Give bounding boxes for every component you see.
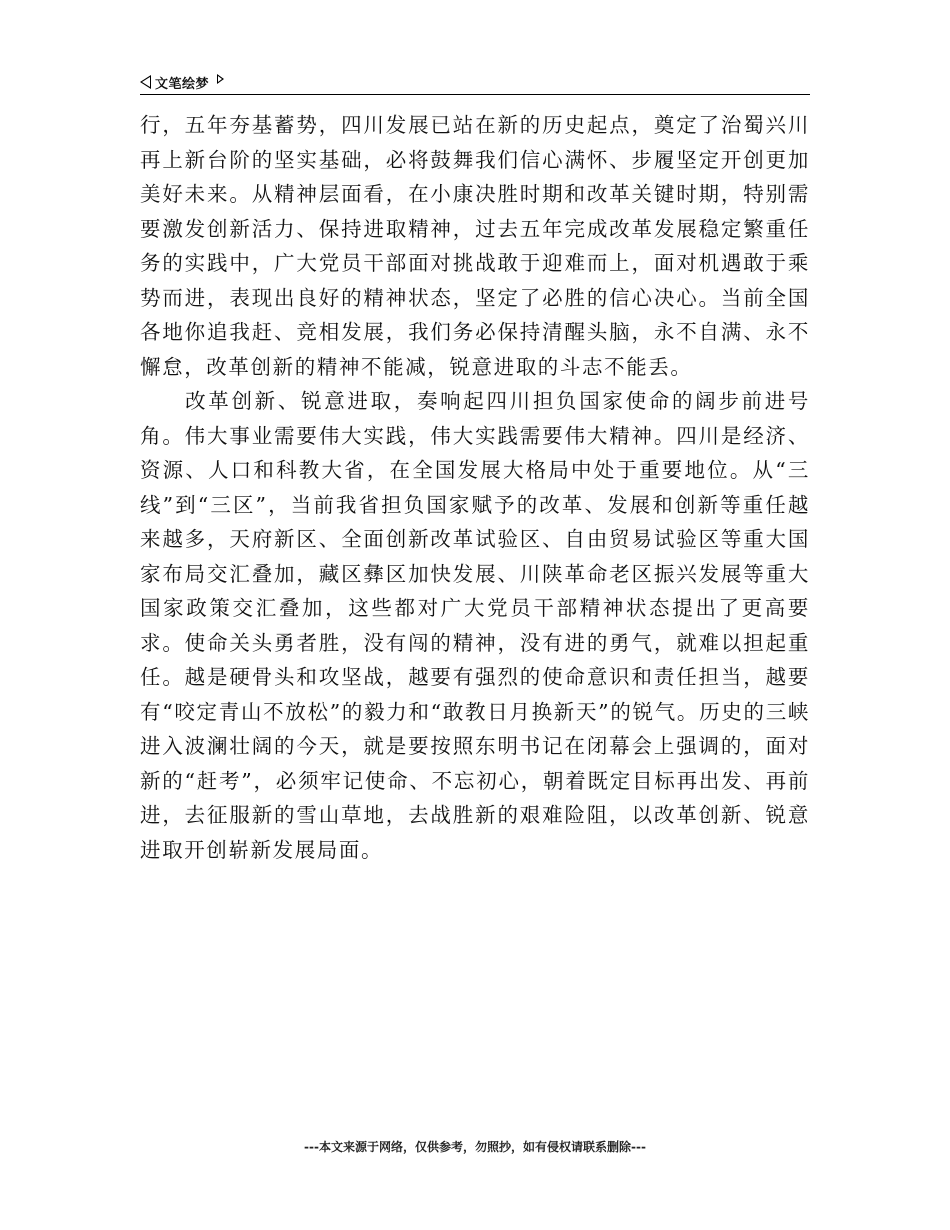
- paragraph-continuation: 行，五年夯基蓄势，四川发展已站在新的历史起点，奠定了治蜀兴川再上新台阶的坚实基础，必将鼓舞我们信心满怀、步履坚定开创更加美好未来。从精神层面看，在小康决胜时期和改革关键时期，特别需要激发创新活力、保持进取精神，过去五年完成改革发展稳定繁重任务的实践中，广大党员干部面对挑战敢于迎难而上，面对机遇敢于乘势而进，表现出良好的精神状态，坚定了必胜的信心决心。当前全国各地你追我赶、竞相发展，我们务必保持清醒头脑，永不自满、永不懈怠，改革创新的精神不能减，锐意进取的斗志不能丢。: [140, 113, 810, 379]
- left-triangle-icon: [140, 75, 151, 89]
- right-triangle-icon: [217, 74, 224, 84]
- paragraph: 改革创新、锐意进取，奏响起四川担负国家使命的阔步前进号角。伟大事业需要伟大实践，伟大实践需要伟大精神。四川是经济、资源、人口和科教大省，在全国发展大格局中处于重要地位。从“三线”到“三区”，当前我省担负国家赋予的改革、发展和创新等重任越来越多，天府新区、全面创新改革试验区、自由贸易试验区等重大国家布局交汇叠加，藏区彝区加快发展、川陕革命老区振兴发展等重大国家政策交汇叠加，这些都对广大党员干部精神状态提出了更高要求。使命关头勇者胜，没有闯的精神，没有进的勇气，就难以担起重任。越是硬骨头和攻坚战，越要有强烈的使命意识和责任担当，越要有“咬定青山不放松”的毅力和“敢教日月换新天”的锐气。历史的三峡进入波澜壮阔的今天，就是要按照东明书记在闭幕会上强调的，面对新的“赶考”，必须牢记使命、不忘初心，朝着既定目标再出发、再前进，去征服新的雪山草地，去战胜新的艰难险阻，以改革创新、锐意进取开创崭新发展局面。: [140, 389, 810, 862]
- header-title: 文笔绘梦: [155, 76, 210, 92]
- page-footer-disclaimer: ---本文来源于网络，仅供参考，勿照抄，如有侵权请联系删除---: [304, 1140, 646, 1154]
- page-header: [140, 70, 810, 95]
- document-body: [140, 108, 810, 867]
